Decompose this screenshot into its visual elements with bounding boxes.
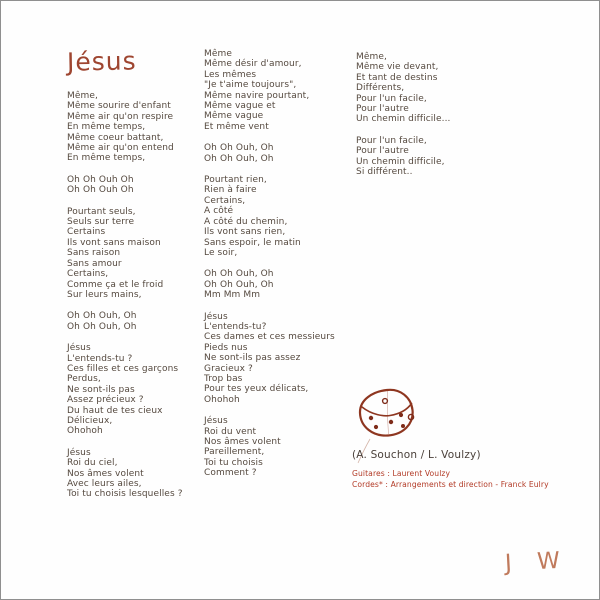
stanza: [67, 343, 183, 437]
lyric-line: Même,: [67, 91, 98, 101]
lyric-line: Pourtant seuls,: [67, 206, 136, 217]
lyric-line: Délicieux,: [67, 415, 113, 426]
stanza: [204, 269, 335, 300]
lyric-line: Différents,: [356, 83, 405, 94]
lyric-line: En même temps,: [67, 122, 146, 133]
stanza: [67, 175, 183, 196]
stanza: [67, 91, 183, 164]
lyric-line: Et tant de destins: [356, 72, 438, 83]
authors-credit: (A. Souchon / L. Voulzy): [352, 449, 481, 461]
guitars-credit: Guitares : Laurent Voulzy: [352, 469, 451, 478]
lyric-line: Jésus: [204, 416, 228, 427]
lyric-line: Jésus: [67, 343, 91, 354]
lyric-line: Comme ça et le froid: [67, 279, 164, 290]
lyric-line: L'entends-tu ?: [67, 353, 133, 364]
lyric-line: Certains,: [204, 195, 246, 206]
lyric-line: Avec leurs ailes,: [67, 479, 142, 489]
lyric-line: Certains: [67, 227, 106, 238]
lyric-line: Ohohoh: [67, 426, 103, 437]
lyric-line: Même sourire d'enfant: [67, 101, 171, 112]
lyric-line: Si différent..: [356, 167, 413, 178]
lyric-line: Oh Oh Ouh, Oh: [204, 143, 274, 154]
lyrics-column-3: [356, 52, 451, 188]
stanza: [67, 207, 183, 301]
lyric-line: Même navire pourtant,: [204, 90, 310, 101]
lyric-line: Seuls sur terre: [67, 217, 135, 228]
lyric-line: Oh Oh Ouh, Oh: [67, 321, 137, 332]
lyric-line: Oh Oh Ouh Oh: [67, 174, 134, 185]
lyric-line: Et même vent: [204, 121, 269, 132]
stanza: [356, 52, 451, 125]
lyrics-column-2: [204, 49, 335, 490]
lyric-line: Ils vont sans rien,: [204, 227, 286, 238]
lyric-line: Sur leurs mains,: [67, 289, 142, 300]
lyric-line: Pour l'autre: [356, 104, 409, 115]
lyric-line: A côté du chemin,: [204, 216, 288, 227]
lyric-line: Pareillement,: [204, 447, 265, 458]
lyric-line: Toi tu choisis lesquelles ?: [67, 489, 183, 500]
lyric-line: Roi du ciel,: [67, 458, 118, 469]
lyrics-column-1: [67, 91, 183, 511]
lyric-line: Ces filles et ces garçons: [67, 363, 179, 374]
stanza: [204, 49, 335, 132]
lyric-line: Certains,: [67, 269, 109, 280]
lyric-line: Même vie devant,: [356, 62, 439, 73]
stanza: [356, 136, 451, 178]
lyric-line: Ces dames et ces messieurs: [204, 332, 335, 343]
lyric-line: Même vague et: [204, 101, 276, 112]
lyric-line: Les mêmes: [204, 69, 257, 80]
lyric-line: Gracieux ?: [204, 363, 253, 374]
lyric-line: Pour l'un facile,: [356, 93, 427, 104]
lyric-line: Oh Oh Ouh, Oh: [204, 269, 274, 280]
lyric-line: Même air qu'on entend: [67, 143, 174, 154]
stanza: [67, 311, 183, 332]
lyric-line: Comment ?: [204, 468, 257, 479]
lyric-line: Le soir,: [204, 247, 238, 258]
lyric-line: Pieds nus: [204, 342, 248, 353]
lyric-line: Oh Oh Ouh, Oh: [204, 279, 274, 290]
lyric-line: Jésus: [67, 447, 91, 458]
lyric-line: Pour l'autre: [356, 146, 409, 157]
lyric-line: Même air qu'on respire: [67, 111, 174, 122]
lyric-line: Nos âmes volent: [204, 437, 281, 447]
signature-jw: J W: [504, 547, 570, 577]
lyric-line: Mm Mm Mm: [204, 290, 261, 301]
lyric-line: A côté: [204, 206, 234, 217]
lyric-line: Rien à faire: [204, 185, 257, 196]
stanza: [204, 143, 335, 164]
stanza: [67, 448, 183, 500]
lyric-line: Même coeur battant,: [67, 132, 164, 143]
lyric-line: Pourtant rien,: [204, 175, 267, 186]
lyric-line: Oh Oh Ouh Oh: [67, 185, 134, 196]
lyric-line: Sans espoir, le matin: [204, 237, 301, 248]
lyric-line: Assez précieux ?: [67, 395, 144, 406]
lyric-line: L'entends-tu?: [204, 321, 267, 332]
lyric-line: Perdus,: [67, 374, 101, 385]
lyric-line: Toi tu choisis: [204, 457, 263, 468]
lyric-line: Même,: [356, 52, 387, 62]
lyric-line: Sans raison: [67, 248, 121, 259]
strings-credit: Cordes* : Arrangements et direction - Franck Eulry: [352, 480, 549, 489]
lyric-line: Même: [204, 49, 233, 59]
lyric-line: Un chemin difficile...: [356, 114, 451, 125]
lyric-line: Nos âmes volent: [67, 468, 144, 479]
lyric-line: Sans amour: [67, 258, 122, 269]
lyric-line: Même désir d'amour,: [204, 59, 302, 70]
stanza: [204, 312, 335, 406]
lyric-line: En même temps,: [67, 153, 146, 164]
lyric-line: Oh Oh Ouh, Oh: [204, 153, 274, 164]
lyric-line: Un chemin difficile,: [356, 156, 445, 167]
lyric-line: Trop bas: [204, 373, 243, 384]
lyric-line: Du haut de tes cieux: [67, 405, 163, 416]
lyric-line: "Je t'aime toujours",: [204, 80, 297, 91]
lyric-line: Ne sont-ils pas: [67, 384, 135, 395]
lyric-line: Oh Oh Ouh, Oh: [67, 311, 137, 322]
stanza: [204, 416, 335, 478]
page-title: Jésus: [66, 46, 137, 77]
lyric-line: Ne sont-ils pas assez: [204, 353, 301, 364]
lyric-line: Même vague: [204, 111, 264, 122]
lyric-line: Roi du vent: [204, 426, 257, 437]
lyric-line: Ils vont sans maison: [67, 237, 161, 248]
credits-block: [352, 449, 549, 490]
stanza: [204, 175, 335, 258]
lyric-line: Pour tes yeux délicats,: [204, 384, 309, 395]
lyric-line: Ohohoh: [204, 394, 240, 405]
lyric-line: Pour l'un facile,: [356, 135, 427, 146]
lyric-line: Jésus: [204, 311, 228, 322]
